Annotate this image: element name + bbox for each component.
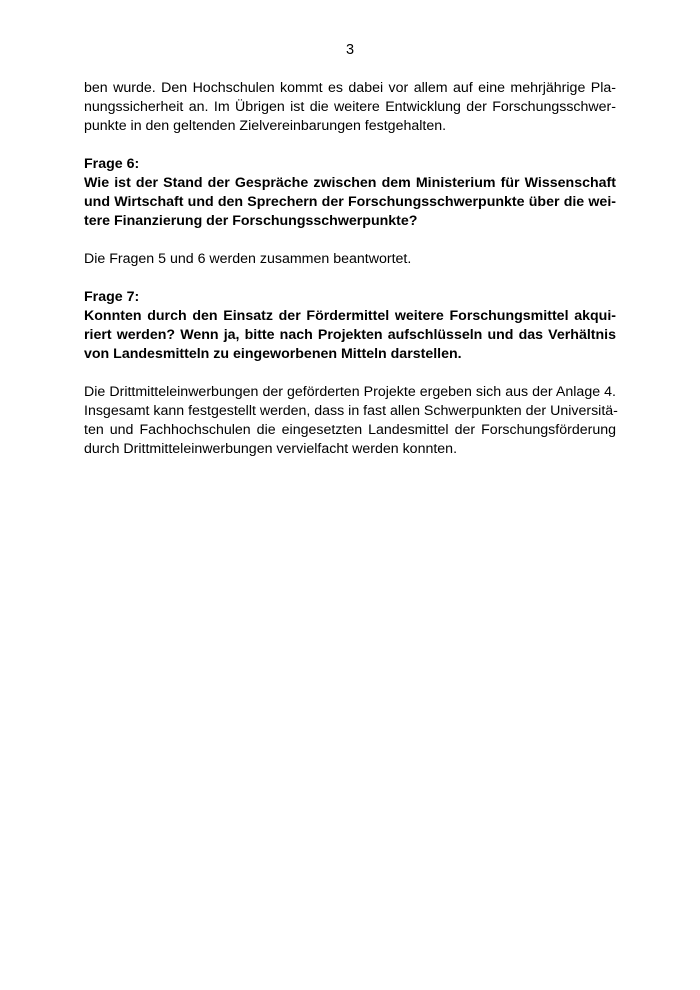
question-line: tere Finanzierung der Forschungsschwerpunkte? bbox=[84, 213, 418, 229]
document-body bbox=[84, 79, 616, 459]
answer-line: durch Drittmitteleinwerbungen vervielfacht werden konnten. bbox=[84, 441, 458, 457]
question-line: riert werden? Wenn ja, bitte nach Projekten aufschlüsseln und das Verhältnis bbox=[84, 327, 616, 343]
question-7 bbox=[84, 288, 616, 364]
text-line: ben wurde. Den Hochschulen kommt es dabei vor allem auf eine mehrjährige Pla- bbox=[84, 80, 616, 96]
paragraph-intro bbox=[84, 79, 616, 136]
answer-6 bbox=[84, 250, 616, 269]
question-line: und Wirtschaft und den Sprechern der Forschungsschwerpunkte über die wei- bbox=[84, 194, 616, 210]
question-label: Frage 6: bbox=[84, 156, 140, 172]
question-line: Konnten durch den Einsatz der Fördermittel weitere Forschungsmittel akqui- bbox=[84, 308, 616, 324]
answer-line: Die Drittmitteleinwerbungen der geförderten Projekte ergeben sich aus der Anlage 4. bbox=[84, 384, 616, 400]
question-6 bbox=[84, 155, 616, 231]
answer-line: Insgesamt kann festgestellt werden, dass in fast allen Schwerpunkten der Universitä- bbox=[84, 403, 618, 419]
question-line: von Landesmitteln zu eingeworbenen Mitteln darstellen. bbox=[84, 346, 462, 362]
answer-7 bbox=[84, 383, 616, 459]
question-label: Frage 7: bbox=[84, 289, 140, 305]
answer-line: ten und Fachhochschulen die eingesetzten Landesmittel der Forschungsförderung bbox=[84, 422, 616, 438]
question-line: Wie ist der Stand der Gespräche zwischen dem Ministerium für Wissenschaft bbox=[84, 175, 616, 191]
answer-line: Die Fragen 5 und 6 werden zusammen beantwortet. bbox=[84, 251, 412, 267]
page-number: 3 bbox=[345, 42, 355, 58]
text-line: punkte in den geltenden Zielvereinbarungen festgehalten. bbox=[84, 118, 447, 134]
text-line: nungssicherheit an. Im Übrigen ist die weitere Entwicklung der Forschungsschwer- bbox=[84, 99, 616, 115]
